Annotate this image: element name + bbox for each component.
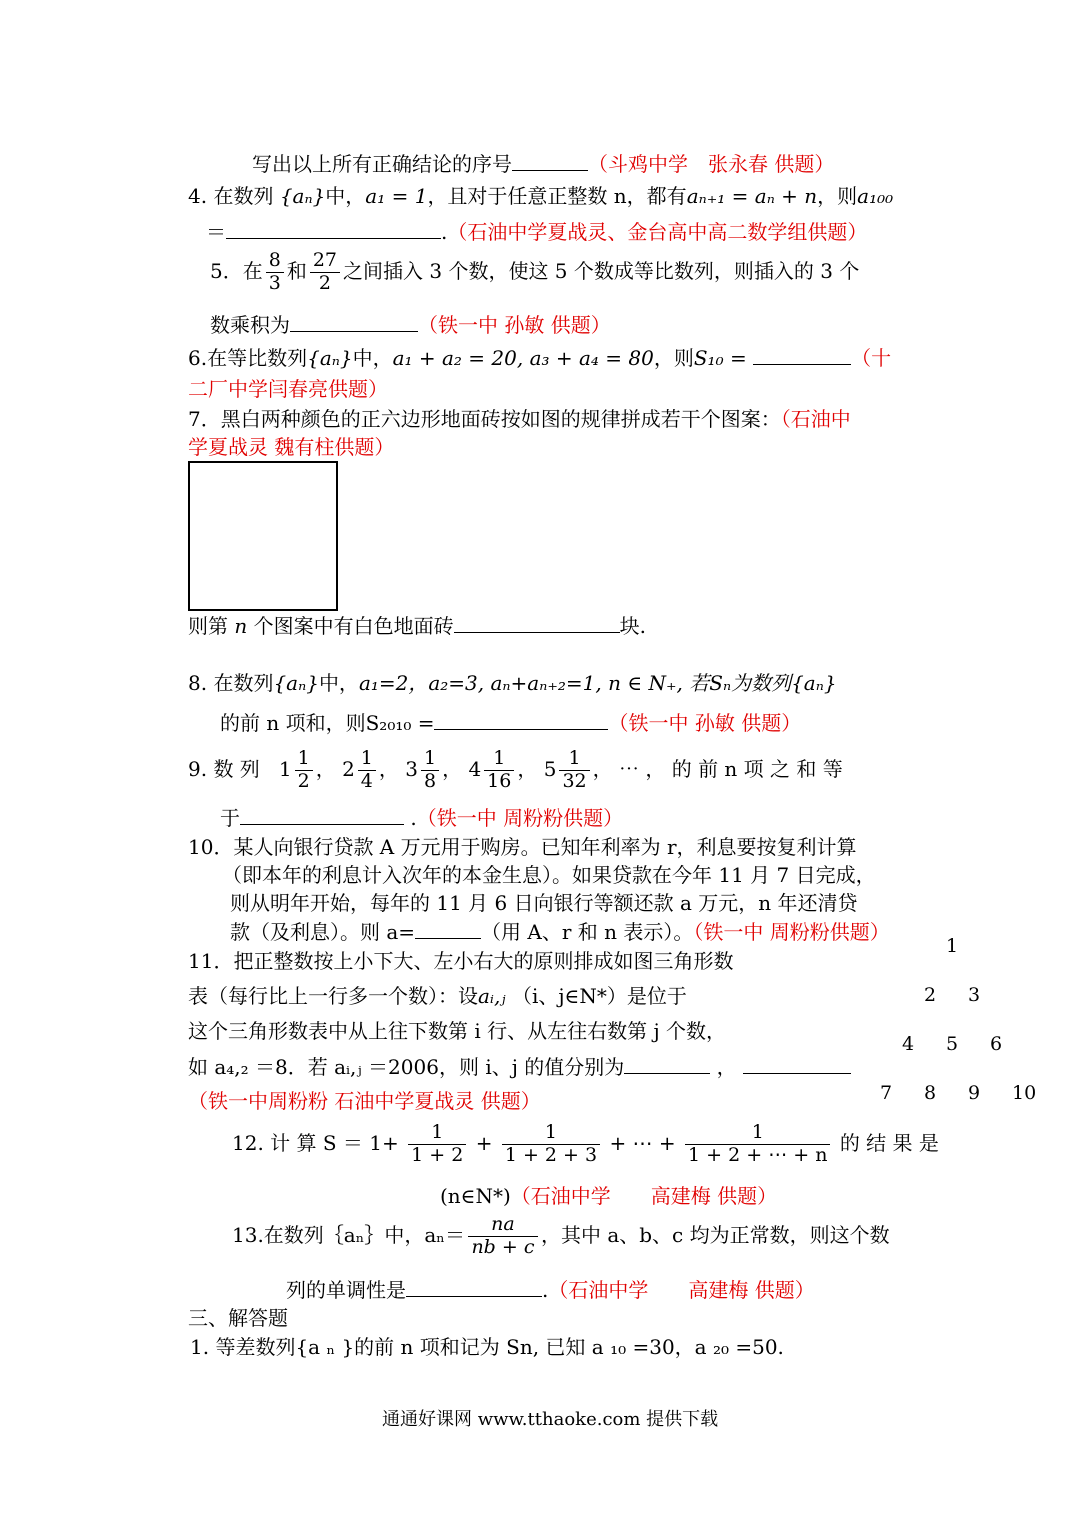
fraction: $\frac{1}{32}$ — [559, 748, 589, 793]
question-9-answer: 于 .（铁一中 周粉粉供题） — [220, 806, 624, 830]
tile-pattern-figure-placeholder — [188, 461, 338, 611]
question-12: 12. 计 算 S ＝ 1+ $\frac{1}{1 + 2}$ + $\frac{1}{1 + 2 + 3}$ + ⋯ + $\frac{1}{1 + 2 + \cdots + n}$ 的 结 果 是 — [232, 1121, 939, 1166]
triangle-cell: 8 — [924, 1082, 937, 1104]
answer-blank — [743, 1055, 851, 1074]
triangle-cell: 9 — [968, 1082, 981, 1104]
question-8-answer: 的前 n 项和，则S₂₀₁₀ = （铁一中 孙敏 供题） — [220, 711, 802, 735]
question-8: 8. 在数列{aₙ}中，a₁=2，a₂=3, aₙ+aₙ₊₂=1, n ∈ N₊, 若Sₙ为数列{aₙ} — [188, 671, 837, 695]
fraction: $\frac{8}{3}$ — [266, 250, 284, 295]
triangle-cell: 3 — [968, 984, 981, 1006]
source-note: （石油中学 高建梅 供题） — [548, 1278, 815, 1302]
fraction: $\frac{1}{1 + 2 + \cdots + n}$ — [685, 1122, 830, 1167]
fraction: $\frac{1}{1 + 2 + 3}$ — [502, 1122, 600, 1167]
question-10-line-3: 则从明年开始，每年的 11 月 6 日向银行等额还款 a 万元，n 年还清贷 — [230, 891, 858, 915]
answer-blank — [415, 920, 481, 939]
answer-blank — [434, 711, 608, 730]
answer-blank — [406, 1278, 542, 1297]
source-note: （斗鸡中学 张永春 供题） — [588, 152, 835, 176]
fraction: $\frac{na}{nb + c}$ — [468, 1214, 538, 1259]
question-7-answer: 则第 n 个图案中有白色地面砖 块. — [188, 614, 646, 638]
triangle-cell: 6 — [990, 1033, 1003, 1055]
prev-question-tail: 写出以上所有正确结论的序号 （斗鸡中学 张永春 供题） — [252, 152, 835, 176]
question-6: 6.在等比数列{aₙ}中，a₁ + a₂ = 20, a₃ + a₄ = 80，则S₁₀ = （十 — [188, 346, 892, 370]
source-note: （石油中 — [780, 407, 851, 431]
question-7: 7．黑白两种颜色的正六边形地面砖按如图的规律拼成若干个图案：（石油中 — [188, 407, 851, 431]
fraction: $\frac{1}{8}$ — [421, 748, 439, 793]
question-5-answer: 数乘积为 （铁一中 孙敏 供题） — [210, 313, 611, 337]
triangle-cell: 7 — [880, 1082, 893, 1104]
answer-blank — [454, 614, 620, 633]
source-note: 学夏战灵 魏有柱供题） — [188, 435, 395, 459]
triangle-cell: 5 — [946, 1033, 959, 1055]
source-note: （石油中学夏战灵、金台高中高二数学组供题） — [447, 220, 868, 244]
source-note: （铁一中 孙敏 供题） — [608, 711, 802, 735]
question-9: 9. 数 列 1 $\frac{1}{2}$ ， 2 $\frac{1}{4}$ ， 3 $\frac{1}{8}$ ， 4 $\frac{1}{16}$ ， 5 $\frac{1}{32}$ ， ⋯ ， 的 前 n 项 之 和 等 — [188, 747, 843, 792]
triangle-cell: 4 — [902, 1033, 915, 1055]
triangle-cell: 10 — [1012, 1082, 1037, 1104]
answer-blank — [753, 346, 851, 365]
question-4: 4. 在数列 {aₙ}中，a₁ = 1，且对于任意正整数 n，都有aₙ₊₁ = aₙ + n，则a₁₀₀ — [188, 184, 894, 208]
question-10-line-4: 款（及利息）。则 a= （用 A、r 和 n 表示）。（铁一中 周粉粉供题） — [230, 920, 890, 944]
answer-blank — [512, 152, 588, 171]
fraction: $\frac{1}{1 + 2}$ — [408, 1122, 466, 1167]
footer: 通通好课网 www.tthaoke.com 提供下载 — [382, 1409, 719, 1430]
source-note: （铁一中 孙敏 供题） — [418, 313, 611, 337]
fraction: $\frac{27}{2}$ — [310, 250, 340, 295]
source-note: 二厂中学闫春亮供题） — [188, 377, 388, 401]
fraction: $\frac{1}{2}$ — [295, 748, 313, 793]
source-note: （十 — [851, 346, 892, 370]
question-11-line-2: 表（每行比上一行多一个数）：设aᵢ,ⱼ （i、j∈N*）是位于 — [188, 984, 687, 1008]
section-heading: 三、解答题 — [188, 1306, 288, 1330]
triangle-cell: 2 — [924, 984, 937, 1006]
fraction: $\frac{1}{16}$ — [484, 748, 514, 793]
answer-blank — [240, 806, 404, 825]
source-note: （铁一中 周粉粉供题） — [693, 920, 890, 944]
answer-blank — [290, 313, 418, 332]
question-11-line-4: 如 a₄,₂ ＝8．若 aᵢ,ⱼ ＝2006，则 i、j 的值分别为 ， — [188, 1055, 851, 1078]
question-13: 13.在数列｛aₙ｝中，aₙ＝ $\frac{na}{nb + c}$ ，其中 a、b、c 均为正常数，则这个数 — [232, 1213, 890, 1258]
question-5: 5．在 $\frac{8}{3}$ 和 $\frac{27}{2}$ 之间插入 3 个数，使这 5 个数成等比数列，则插入的 3 个 — [210, 249, 860, 294]
answer-blank — [624, 1055, 710, 1074]
source-note: （石油中学 高建梅 供题） — [510, 1184, 778, 1208]
question-10-line-1: 10．某人向银行贷款 A 万元用于购房。已知年利率为 r，利息要按复利计算 — [188, 835, 857, 859]
source-note: （铁一中 周粉粉供题） — [416, 806, 624, 830]
triangle-cell: 1 — [946, 935, 959, 957]
source-note: （铁一中周粉粉 石油中学夏战灵 供题） — [188, 1089, 541, 1113]
question-4-answer: ＝ .（石油中学夏战灵、金台高中高二数学组供题） — [206, 220, 868, 244]
question-12-cond: (n∈N*)（石油中学 高建梅 供题） — [440, 1184, 778, 1208]
fraction: $\frac{1}{4}$ — [358, 748, 376, 793]
problem-1: 1. 等差数列{a ₙ }的前 n 项和记为 Sn, 已知 a ₁₀ =30，a ₂₀ =50. — [190, 1335, 784, 1359]
question-11-line-3: 这个三角形数表中从上往下数第 i 行、从左往右数第 j 个数， — [188, 1019, 727, 1043]
question-13-answer: 列的单调性是 .（石油中学 高建梅 供题） — [286, 1278, 815, 1302]
question-10-line-2: （即本年的利息计入次年的本金生息）。如果贷款在今年 11 月 7 日完成， — [222, 863, 876, 887]
answer-blank — [226, 220, 441, 239]
question-11-line-1: 11．把正整数按上小下大、左小右大的原则排成如图三角形数 — [188, 949, 734, 973]
